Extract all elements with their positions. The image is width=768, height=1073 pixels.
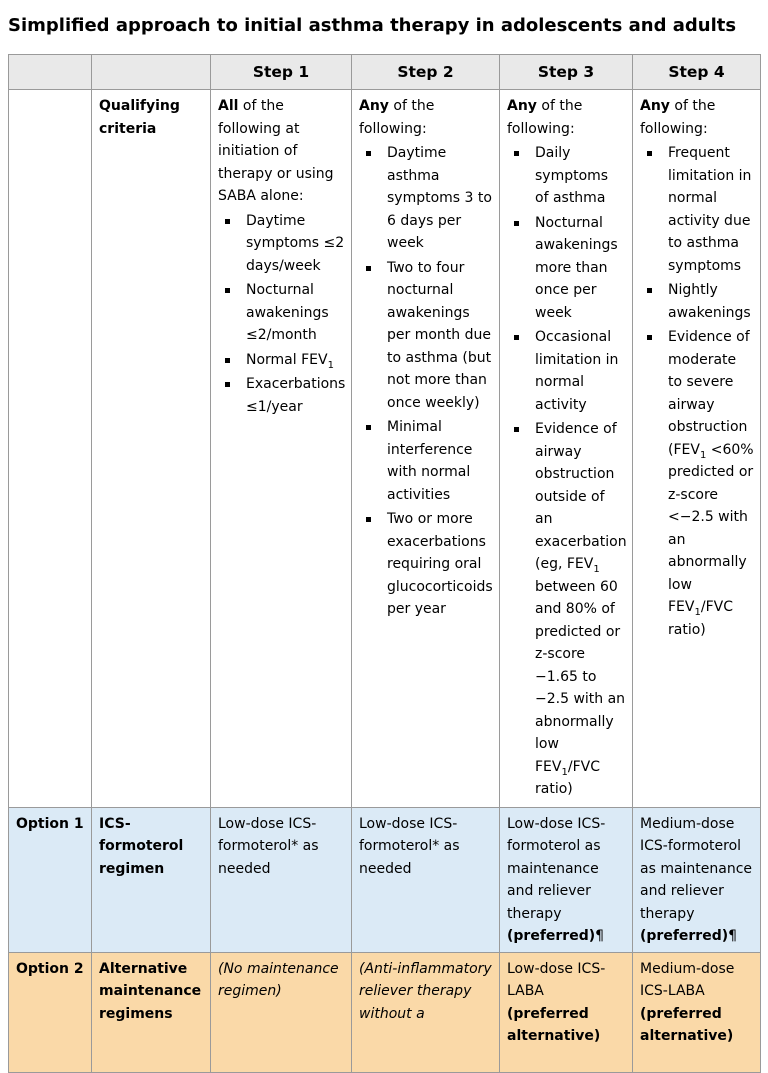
list-item — [668, 326, 754, 641]
list-item-text: <60% predicted or z-score <−2.5 with an abnormally low FEV — [668, 441, 754, 615]
preferred-alternative-tag: (preferred alternative) — [640, 1005, 734, 1044]
option-2-step-3-text: Low-dose ICS-LABA — [507, 960, 606, 999]
list-item-text: between 60 and 80% of predicted or z-score −1.65 to −2.5 with an abnormally low FEV — [535, 578, 626, 775]
criteria-step-4-lead: of the following: — [640, 98, 716, 137]
list-item-text: /FVC ratio) — [668, 599, 733, 638]
option-1-regimen-label: ICS-formoterol regimen — [92, 807, 211, 952]
header-step-3: Step 3 — [500, 55, 633, 90]
list-item: Minimal interference with normal activities — [387, 416, 493, 506]
preferred-tag: (preferred) — [640, 928, 729, 944]
subscript: 1 — [593, 563, 600, 575]
criteria-blank-cell — [9, 90, 92, 808]
criteria-step-1 — [211, 90, 352, 808]
option-1-step-4 — [633, 807, 761, 952]
list-item: Occasional limitation in normal activity — [535, 326, 626, 416]
option-1-label: Option 1 — [9, 807, 92, 952]
header-step-1: Step 1 — [211, 55, 352, 90]
option-1-row — [9, 807, 761, 952]
option-2-label: Option 2 — [9, 952, 92, 1072]
preferred-tag: (preferred) — [507, 928, 596, 944]
criteria-step-3-list — [507, 142, 626, 801]
list-item: Exacerbations ≤1/year — [246, 373, 345, 418]
page-title: Simplified approach to initial asthma therapy in adolescents and adults — [8, 15, 737, 36]
list-item: Two to four nocturnal awakenings per month due to asthma (but not more than once weekly) — [387, 257, 493, 415]
list-item: Daytime asthma symptoms 3 to 6 days per week — [387, 142, 493, 255]
option-1-step-3-text: Low-dose ICS-formoterol as maintenance and reliever therapy — [507, 815, 606, 922]
criteria-step-4-lead-bold: Any — [640, 98, 670, 114]
option-2-step-2: (Anti-inflammatory reliever therapy without a — [352, 952, 500, 1072]
criteria-step-3-lead: of the following: — [507, 98, 583, 137]
option-1-step-3 — [500, 807, 633, 952]
option-1-step-2: Low-dose ICS-formoterol* as needed — [352, 807, 500, 952]
footnote-mark: ¶ — [728, 928, 738, 944]
criteria-step-2-list — [359, 142, 493, 621]
list-item — [246, 349, 345, 372]
header-step-2: Step 2 — [352, 55, 500, 90]
list-item-text: /FVC ratio) — [535, 758, 600, 797]
criteria-step-4 — [633, 90, 761, 808]
criteria-step-1-list — [218, 210, 345, 419]
list-item: Nocturnal awakenings more than once per week — [535, 212, 626, 325]
header-blank-2 — [92, 55, 211, 90]
asthma-therapy-table — [8, 54, 761, 1073]
list-item-text: Evidence of airway obstruction outside of an exacerbation (eg, FEV — [535, 421, 627, 572]
option-2-step-3 — [500, 952, 633, 1072]
list-item: Daytime symptoms ≤2 days/week — [246, 210, 345, 278]
list-item: Frequent limitation in normal activity due to asthma symptoms — [668, 142, 754, 277]
option-1-step-4-text: Medium-dose ICS-formoterol as maintenance and reliever therapy — [640, 815, 753, 922]
criteria-step-3 — [500, 90, 633, 808]
header-step-4: Step 4 — [633, 55, 761, 90]
subscript: 1 — [327, 359, 334, 371]
subscript: 1 — [699, 449, 707, 461]
subscript: 1 — [694, 606, 701, 618]
criteria-label: Qualifying criteria — [92, 90, 211, 808]
option-2-step-1: (No maintenance regimen) — [211, 952, 352, 1072]
list-item: Daily symptoms of asthma — [535, 142, 626, 210]
preferred-alternative-tag: (preferred alternative) — [507, 1005, 601, 1044]
criteria-row — [9, 90, 761, 808]
option-1-step-1: Low-dose ICS-formoterol* as needed — [211, 807, 352, 952]
list-item: Nocturnal awakenings ≤2/month — [246, 279, 345, 347]
criteria-step-1-lead: of the following at initiation of therapy or using SABA alone: — [218, 98, 334, 204]
list-item-text: Normal FEV — [246, 351, 328, 368]
criteria-step-3-lead-bold: Any — [507, 98, 537, 114]
option-2-row — [9, 952, 761, 1072]
option-2-step-4 — [633, 952, 761, 1072]
list-item: Two or more exacerbations requiring oral glucocorticoids per year — [387, 508, 493, 621]
criteria-step-1-lead-bold: All — [218, 98, 239, 114]
footnote-mark: ¶ — [595, 928, 605, 944]
criteria-step-2 — [352, 90, 500, 808]
option-2-step-4-text: Medium-dose ICS-LABA — [640, 960, 735, 999]
list-item-text: Evidence of moderate to severe airway obstruction (FEV — [668, 329, 750, 458]
header-blank-1 — [9, 55, 92, 90]
criteria-step-2-lead: of the following: — [359, 98, 435, 137]
criteria-step-4-list — [640, 142, 754, 641]
subscript: 1 — [561, 766, 568, 778]
list-item — [535, 418, 626, 801]
list-item: Nightly awakenings — [668, 279, 754, 324]
criteria-step-2-lead-bold: Any — [359, 98, 389, 114]
option-2-regimen-label: Alternative maintenance regimens — [92, 952, 211, 1072]
header-row — [9, 55, 761, 90]
